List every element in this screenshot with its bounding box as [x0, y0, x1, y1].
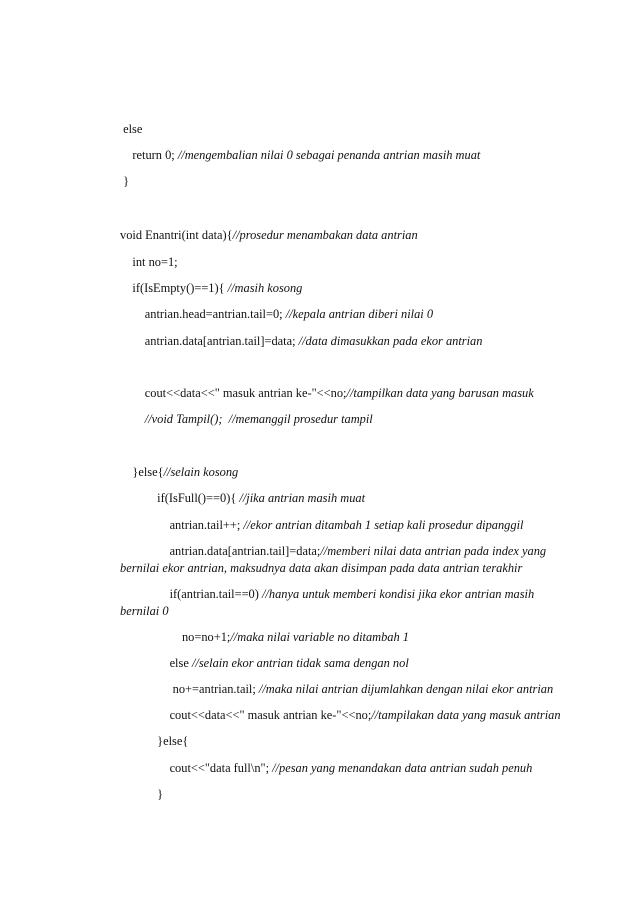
- code-line: bernilai ekor antrian, maksudnya data akan disimpan pada data antrian terakhir: [120, 561, 523, 575]
- code-line: void Enantri(int data){//prosedur menambakan data antrian: [120, 228, 418, 242]
- code-line: //void Tampil(); //memanggil prosedur tampil: [144, 412, 373, 426]
- code-line: antrian.head=antrian.tail=0; //kepala antrian diberi nilai 0: [120, 307, 434, 321]
- code-line: else //selain ekor antrian tidak sama dengan nol: [120, 656, 409, 670]
- code-line: if(IsEmpty()==1){ //masih kosong: [120, 281, 303, 295]
- code-line: antrian.data[antrian.tail]=data;//memberi nilai data antrian pada index yang: [120, 544, 547, 558]
- code-line: else: [120, 122, 143, 136]
- code-line: return 0; //mengembalian nilai 0 sebagai penanda antrian masih muat: [120, 148, 481, 162]
- code-line: cout<<data<<" masuk antrian ke-"<<no;//tampilkan data yang barusan masuk: [120, 386, 534, 400]
- code-line: }else{: [120, 734, 189, 748]
- code-line: }: [120, 787, 164, 801]
- code-line: antrian.tail++; //ekor antrian ditambah 1 setiap kali prosedur dipanggil: [120, 518, 524, 532]
- code-line: cout<<data<<" masuk antrian ke-"<<no;//tampilakan data yang masuk antrian: [120, 708, 561, 722]
- code-line: }else{//selain kosong: [120, 465, 239, 479]
- code-line: no+=antrian.tail; //maka nilai antrian dijumlahkan dengan nilai ekor antrian: [120, 682, 554, 696]
- code-line: bernilai 0: [120, 604, 169, 618]
- code-line: if(IsFull()==0){ //jika antrian masih muat: [120, 491, 366, 505]
- code-line: antrian.data[antrian.tail]=data; //data dimasukkan pada ekor antrian: [120, 334, 483, 348]
- code-line: }: [120, 174, 130, 188]
- code-line: int no=1;: [120, 255, 178, 269]
- code-line: cout<<"data full\n"; //pesan yang menandakan data antrian sudah penuh: [120, 761, 533, 775]
- code-line: if(antrian.tail==0) //hanya untuk memberi kondisi jika ekor antrian masih: [120, 587, 535, 601]
- code-line: no=no+1;//maka nilai variable no ditambah 1: [120, 630, 409, 644]
